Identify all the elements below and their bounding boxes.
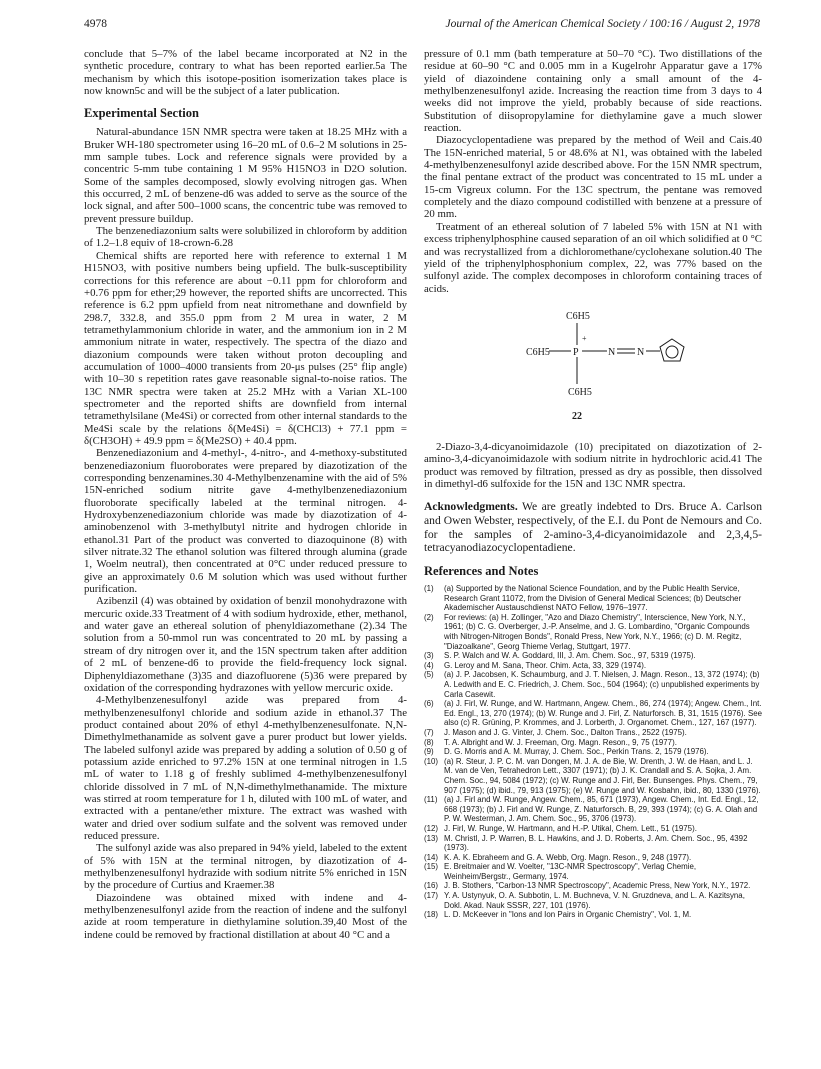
reference-number: (7) <box>424 727 434 737</box>
reference-number: (11) <box>424 795 438 805</box>
reference-number: (17) <box>424 891 439 901</box>
reference-number: (1) <box>424 584 434 594</box>
body-paragraph: Natural-abundance 15N NMR spectra were taken at 18.25 MHz with a Bruker WH-180 spectrometer using 16–20 mL of 0.6–2 M solutions in 25-mm sample tubes. Lock and reference signals were provided by a concentric 5-mm tube containing 1 M 95% H15NO3 in D2O solution. Some of the samples decomposed, slowly evolving nitrogen gas. When this occurred, 2 mL of benzene-d6 was added to serve as the source of the lock signal, and after 500–1000 scans, the concentric tube was removed to prevent pressure buildup. <box>84 126 407 225</box>
reference-text: J. Mason and J. G. Vinter, J. Chem. Soc., Dalton Trans., 2522 (1975). <box>444 727 687 737</box>
ack-title: Acknowledgments. <box>424 500 518 514</box>
reference-number: (13) <box>424 833 439 843</box>
reference-text: For reviews: (a) H. Zollinger, "Azo and Diazo Chemistry", Interscience, New York, N.Y., 1961; (b) C. G. Overberger, J.-P. Anselme, and J. G. Lombardino, "Organic Compounds with Nitrogen-Nitrogen Bonds", Ronald Press, New York, N.Y., 1966; (c) D. M. Regitz, "Diazoalkane", Georg Thieme Verlag, Stuttgart, 1977. <box>444 612 750 651</box>
phenyl-left-label: C6H5 <box>526 346 550 358</box>
reference-item <box>424 853 762 863</box>
reference-item <box>424 747 762 757</box>
journal-citation: Journal of the American Chemical Society / 100:16 / August 2, 1978 <box>445 18 760 30</box>
reference-number: (8) <box>424 737 434 747</box>
reference-text: E. Breitmaier and W. Voelter, "13C-NMR Spectroscopy", Verlag Chemie, Weinheim/Bergstr., Germany, 1974. <box>444 862 697 881</box>
body-paragraph: pressure of 0.1 mm (bath temperature at 50–70 °C). Two distillations of the residue at 60–90 °C and 0.005 mm in a Kugelrohr Apparatur gave a 17% yield of diazoindene containing only a small amount of the 4-methylbenzenesulfonyl azide. Increasing the reaction time from 3 days to 4 weeks did not improve the yield, probably because of side reactions. Substitution of diisopropylamine for diethylamine gave a much slower reaction. <box>424 48 762 135</box>
reference-item <box>424 584 762 613</box>
reference-number: (10) <box>424 756 439 766</box>
ring-aromatic-circle <box>666 346 678 358</box>
structure-drawing <box>424 309 762 437</box>
reference-text: M. Christl, J. P. Warren, B. L. Hawkins, and J. D. Roberts, J. Am. Chem. Soc., 95, 4392 (1973). <box>444 833 748 853</box>
body-paragraph: The benzenediazonium salts were solubilized in chloroform by addition of 1.2–1.8 equiv of 18-crown-6.28 <box>84 225 407 250</box>
page-header <box>84 18 760 34</box>
body-paragraph: Benzenediazonium and 4-methyl-, 4-nitro-, and 4-methoxy-substituted benzenediazonium fluoroborates were prepared by diazotization of the corresponding benzenamines.30 4-Methylbenzenamine with the aid of 5% 15N-enriched sodium nitrite gave 4-methylbenzenediazonium fluoroborate specifically labeled at the terminal nitrogen. 4-Hydroxybenzenediazonium chloride was made by diazotization of 4-aminobenzenol with 3-methylbutyl nitrite and hydrogen chloride in ethanol.31 Part of the product was converted to diazoquinone (8) with silver nitrate.32 The ethanol solution was filtered through alumina (grade 1, Woelm neutral), then concentrated at 0°C under reduced pressure to give an approximately 0.6 M solution which was used without further purification. <box>84 447 407 596</box>
body-paragraph: Diazoindene was obtained mixed with indene and 4-methylbenzenesulfonyl azide from the reaction of indene and the sulfonyl azide at room temperature in diethylamine solution.39,40 Most of the indene could be removed by fractional distillation at about 40 °C and a <box>84 891 407 941</box>
reference-text: L. D. McKeever in "Ions and Ion Pairs in Organic Chemistry", Vol. 1, M. <box>444 910 692 920</box>
reference-number: (6) <box>424 699 434 709</box>
reference-item <box>424 613 762 651</box>
body-paragraph: Treatment of an ethereal solution of 7 labeled 5% with 15N at N1 with excess triphenylphosphine caused separation of an oil which solidified at 0 °C and was recrystallized from a dichloromethane/cyclohexane solution.40 The yield of the triphenylphosphonium complex, 22, was 77% based on the sulfonyl azide. The complex decomposes in chloroform containing traces of acids. <box>424 220 762 295</box>
reference-text: Y. A. Ustynyuk, O. A. Subbotin, L. M. Buchneva, V. N. Gruzdneva, and L. A. Kazitsyna, Dokl. Akad. Nauk SSSR, 227, 101 (1976). <box>444 891 745 910</box>
reference-number: (3) <box>424 651 434 661</box>
reference-item <box>424 795 762 824</box>
reference-item <box>424 910 762 920</box>
reference-number: (2) <box>424 612 434 622</box>
page-number: 4978 <box>84 18 107 30</box>
reference-item <box>424 881 762 891</box>
reference-text: J. B. Stothers, "Carbon-13 NMR Spectroscopy", Academic Press, New York, N.Y., 1972. <box>444 881 751 891</box>
references-title: References and Notes <box>424 564 539 579</box>
body-paragraph: Chemical shifts are reported here with reference to external 1 M H15NO3, with positive numbers being upfield. The bulk-susceptibility corrections for this reference are about −0.11 ppm for chloroform and +0.76 ppm for ether;29 however, the reported shifts are uncorrected. This reference is 6.2 ppm upfield from neat nitromethane and downfield by 298.7, 332.8, and 355.0 ppm from 2 M urea in water, 2 M tetramethylammonium chloride in water, and the ammonium ion in 2 M ammonium nitrate in water, respectively. The spectra of the diazo and diazonium compounds were taken without proton decoupling and accumulation of 1000–4000 transients from 20-μs pulses (25° flip angle) with 10–30 s repetition rates gave reasonable signal-to-noise ratios. The 13C NMR spectra were taken at 25.2 MHz with a Varian XL-100 spectrometer and the reported shifts are downfield from internal tetramethylsilane (Me4Si) or corrected from other internal standards to the Me4Si scale by the relations δ(Me4Si) = δ(CHCl3) + 77.1 ppm = δ(CH3OH) + 49.9 ppm = δ(Me2SO) + 40.4 ppm. <box>84 249 407 447</box>
compound-label: 22 <box>572 410 582 422</box>
acknowledgments <box>424 500 762 555</box>
reference-item <box>424 670 762 699</box>
reference-text: K. A. K. Ebraheem and G. A. Webb, Org. Magn. Reson., 9, 248 (1977). <box>444 852 692 862</box>
structure-22 <box>424 309 762 437</box>
body-paragraph: 4-Methylbenzenesulfonyl azide was prepared from 4-methylbenzenesulfonyl chloride and sodium azide in ethanol.37 The product contained about 20% of ethyl 4-methylbenzenesulfonate. N,N-Dimethylmethanamide as solvent gave a purer product but lower yields. The labeled sulfonyl azide was prepared by adding a solution of 0.50 g of potassium azide enriched to 97.2% 15N at one terminal nitrogen in 1.5 mL of water to 1.18 g of freshly sublimed 4-methylbenzenesulfonyl chloride dissolved in 7 mL of N,N-dimethylmethanamide. The mixture was stirred at room temperature for 1 h, diluted with 100 mL of water, and extracted with a pentane/ether mixture. The extract was washed with water and dried over sodium sulfate and the solvent was removed under reduced pressure. <box>84 694 407 842</box>
reference-item <box>424 661 762 671</box>
reference-item <box>424 862 762 881</box>
reference-text: (a) Supported by the National Science Foundation, and by the Public Health Service, Research Grant 11072, from the Division of General Medical Sciences; (b) Deutscher Akademischer Austauschdienst NATO Fellow, 1976–1977. <box>444 584 742 613</box>
ack-text: We are greatly indebted to Drs. Bruce A. Carlson and Owen Webster, respectively, of the E.I. du Pont de Nemours and Co. for the samples of 2-amino-3,4-dicyanoimidazole and 2,3,4,5-tetracyanodiazocyclopentadiene. <box>424 500 762 555</box>
reference-item <box>424 757 762 795</box>
phosphorus-atom: P <box>573 346 579 358</box>
section-title: Experimental Section <box>84 106 199 121</box>
nitrogen-atom-2: N <box>637 346 645 358</box>
right-column <box>424 48 762 920</box>
intro-paragraph: conclude that 5–7% of the label became incorporated at N2 in the synthetic procedure, contrary to what has been reported earlier.5a The mechanism by which this isotope-position isomerization takes place is now known5c and will be the subject of a later publication. <box>84 48 407 98</box>
reference-list <box>424 584 762 920</box>
phenyl-bottom-label: C6H5 <box>568 386 592 398</box>
reference-text: G. Leroy and M. Sana, Theor. Chim. Acta, 33, 329 (1974). <box>444 660 647 670</box>
plus-charge: + <box>582 333 587 343</box>
phenyl-top-label: C6H5 <box>566 310 590 322</box>
left-column <box>84 48 407 941</box>
reference-number: (15) <box>424 862 439 872</box>
reference-number: (16) <box>424 881 439 891</box>
reference-item <box>424 728 762 738</box>
reference-text: (a) J. P. Jacobsen, K. Schaumburg, and J. T. Nielsen, J. Magn. Reson., 13, 372 (1974); (b) A. Ledwith and E. C. Friedrich, J. Chem. Soc., 504 (1964); (c) unpublished experiments by Carla Casewit. <box>444 670 760 699</box>
body-paragraph: 2-Diazo-3,4-dicyanoimidazole (10) precipitated on diazotization of 2-amino-3,4-dicyanoimidazole with sodium nitrite in hydrochloric acid.41 The product was removed by filtration, pressed as dry as possible, then dissolved in dimethyl-d6 sulfoxide for the 15N and 13C NMR spectra. <box>424 440 762 490</box>
reference-text: S. P. Walch and W. A. Goddard, III, J. Am. Chem. Soc., 97, 5319 (1975). <box>444 651 696 661</box>
body-paragraph: Azibenzil (4) was obtained by oxidation of benzil monohydrazone with mercuric oxide.33 Treatment of 4 with sodium hydroxide, ether, methanol, and water gave an ethereal solution of phenyldiazomethane (2).34 The solution from a 50-mmol run was concentrated to 20 mL by passing a stream of dry nitrogen over it, and the 15N spectrum taken after addition of 2 mL of benzene-d6 to provide the field-frequency lock signal. Diphenyldiazomethane (3)35 and diazofluorene (5)36 were prepared by oxidation of the corresponding hydrazones with yellow mercuric oxide. <box>84 595 407 694</box>
reference-item <box>424 824 762 834</box>
reference-text: (a) J. Firl, W. Runge, and W. Hartmann, Angew. Chem., 86, 274 (1974); Angew. Chem., Int. Ed. Engl., 13, 270 (1974); (b) W. Runge and J. Firl, Z. Naturforsch. B, 31, 1515 (1976). See also (c) R. Grüning, P. Krommes, and J. Lorberth, J. Organomet. Chem., 127, 167 (1977). <box>444 699 762 728</box>
reference-item <box>424 891 762 910</box>
reference-number: (4) <box>424 660 434 670</box>
reference-item <box>424 699 762 728</box>
reference-number: (9) <box>424 747 434 757</box>
reference-number: (14) <box>424 852 439 862</box>
reference-item <box>424 834 762 853</box>
reference-item <box>424 738 762 748</box>
reference-text: D. G. Morris and A. M. Murray, J. Chem. Soc., Perkin Trans. 2, 1579 (1976). <box>444 747 709 757</box>
reference-text: (a) J. Firl and W. Runge, Angew. Chem., 85, 671 (1973), Angew. Chem., Int. Ed. Engl., 12, 668 (1973); (b) J. Firl and W. Runge, Z. Naturforsch. B, 29, 393 (1974); (c) G. A. Olah and P. W. Westerman, J. Am. Chem. Soc., 95, 3706 (1973). <box>444 795 759 824</box>
reference-text: J. Firl, W. Runge, W. Hartmann, and H.-P. Utikal, Chem. Lett., 51 (1975). <box>444 823 697 833</box>
reference-text: (a) R. Steur, J. P. C. M. van Dongen, M. J. A. de Bie, W. Drenth, J. W. de Haan, and L. J. M. van de Ven, Tetrahedron Lett., 3307 (1971); (b) J. K. Crandall and S. A. Sojka, J. Am. Chem. Soc., 94, 5084 (1972); (c) W. Runge and J. Firl, Ber. Bunsenges. Phys. Chem., 79, 907 (1975); (d) ibid., 79, 913 (1975); (e) W. Runge and W. Kosbahn, ibid., 80, 1330 (1976). <box>444 756 761 795</box>
reference-number: (5) <box>424 670 434 680</box>
body-paragraph: The sulfonyl azide was also prepared in 94% yield, labeled to the extent of 5% with 15N at the terminal nitrogen, by diazotization of 4-methylbenzenesulfonyl hydrazide with sodium nitrite 5% enriched in 15N by the procedure of Curtius and Kraemer.38 <box>84 842 407 892</box>
nitrogen-atom-1: N <box>608 346 616 358</box>
reference-number: (12) <box>424 823 439 833</box>
body-paragraph: Diazocyclopentadiene was prepared by the method of Weil and Cais.40 The 15N-enriched material, 5 or 48.6% at N1, was obtained with the labeled 4-methylbenzenesulfonyl azide described above. For the 15N NMR spectrum, the final pentane extract of the product was concentrated to 15 mL under a 15-cm Vigreux column. For the 13C spectrum, the pentane was removed completely and the diazo compound codistilled with benzene at a pressure of 20 mm. <box>424 134 762 221</box>
reference-text: T. A. Albright and W. J. Freeman, Org. Magn. Reson., 9, 75 (1977). <box>444 737 677 747</box>
reference-item <box>424 651 762 661</box>
reference-number: (18) <box>424 910 439 920</box>
